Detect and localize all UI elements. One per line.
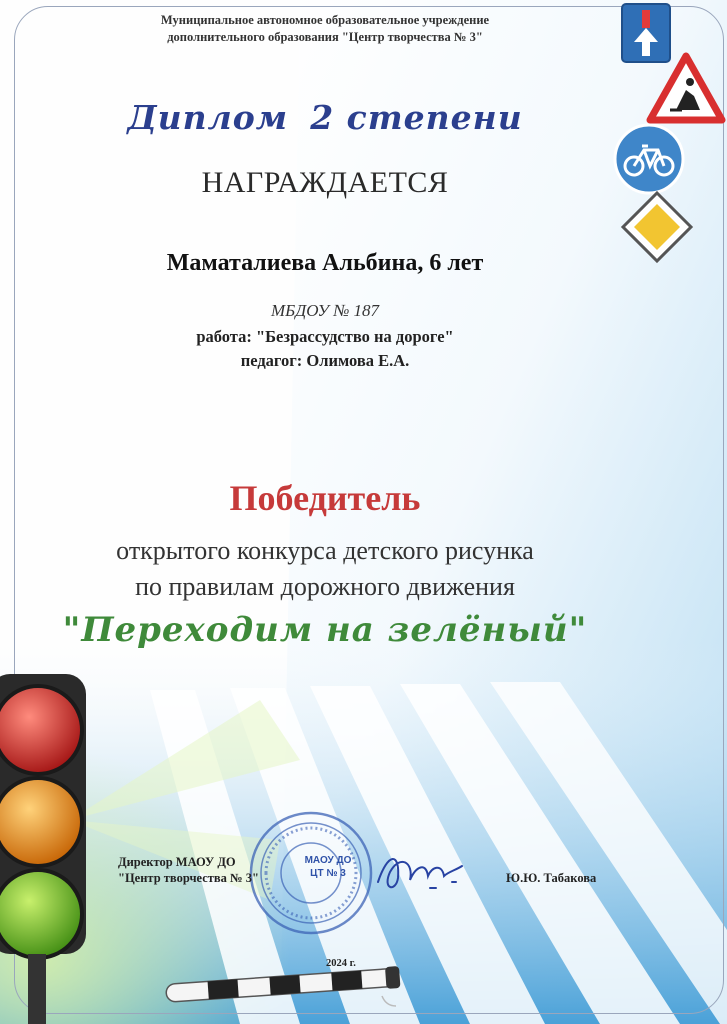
recipient-school: МБДОУ № 187 [271,301,379,320]
stamp-line1: МАОУ ДО [304,855,352,866]
road-works-sign-icon [646,52,726,124]
director-position-line2: "Центр творчества № 3" [118,871,259,885]
result-title: Победитель [229,478,421,518]
diploma-title-word: Диплом [127,98,289,137]
issue-year: 2024 г. [326,958,356,969]
diploma-degree: 2 степени [310,98,523,137]
award-heading: НАГРАЖДАЕТСЯ [201,166,449,199]
contest-name: "Переходим на зелёный" [62,610,588,650]
recipient-teacher: педагог: Олимова Е.А. [240,351,410,370]
police-baton-icon [160,962,410,1008]
stamp-line2: ЦТ № 3 [310,868,346,879]
recipient-work: работа: "Безрассудство на дороге" [196,327,454,346]
contest-line1: открытого конкурса детского рисунка [116,536,534,565]
director-position-line1: Директор МАОУ ДО [118,855,236,869]
organization-line1: Муниципальное автономное образовательное учреждение [160,13,490,27]
director-name: Ю.Ю. Табакова [506,871,597,885]
recipient-name: Маматалиева Альбина, 6 лет [166,250,484,276]
signature-icon [370,842,470,902]
diploma-title [0,98,650,137]
traffic-light-icon [0,670,110,1024]
organization-line2: дополнительного образования "Центр творчества № 3" [167,30,483,44]
organization-name [0,12,650,46]
contest-line2: по правилам дорожного движения [135,572,515,601]
stamp-label [278,854,378,880]
